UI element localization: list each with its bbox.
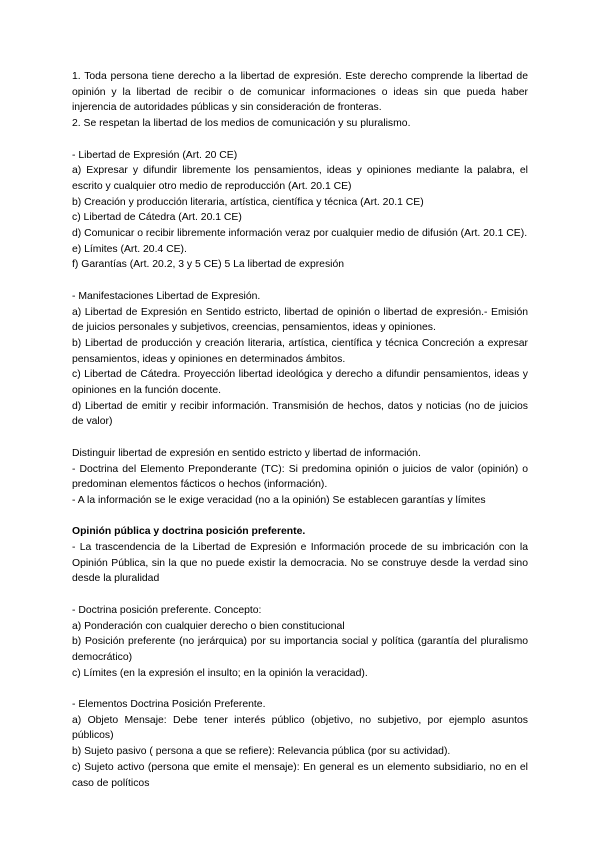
section-heading: Opinión pública y doctrina posición preferente.: [72, 526, 306, 538]
text-line: - A la información se le exige veracidad (no a la opinión) Se establecen garantías y límites: [72, 494, 486, 506]
text-line: b) Sujeto pasivo ( persona a que se refiere): Relevancia pública (por su actividad).: [72, 746, 451, 758]
text-line: - Elementos Doctrina Posición Preferente.: [72, 699, 266, 711]
text-line: b) Posición preferente (no jerárquica) por su importancia social y política (garantía del pluralismo democrático): [72, 636, 528, 663]
text-line: - Manifestaciones Libertad de Expresión.: [72, 290, 261, 302]
text-line: d) Libertad de emitir y recibir información. Transmisión de hechos, datos y noticias (no de juicios de valor): [72, 400, 528, 428]
text-line: - Libertad de Expresión (Art. 20 CE): [72, 149, 238, 161]
paragraph-block-7: [72, 697, 528, 791]
text-line: a) Objeto Mensaje: Debe tener interés público (objetivo, no subjetivo, por ejemplo asuntos públicos): [72, 714, 528, 742]
text-line: - Doctrina posición preferente. Concepto:: [72, 604, 262, 616]
paragraph-block-1: [72, 69, 528, 132]
text-line: - Doctrina del Elemento Preponderante (TC): Si predomina opinión o juicios de valor (opinión) o predominan elementos fácticos o hechos (información).: [72, 463, 528, 491]
text-line: f) Garantías (Art. 20.2, 3 y 5 CE) 5 La libertad de expresión: [72, 259, 345, 271]
text-line: c) Libertad de Cátedra. Proyección libertad ideológica y derecho a difundir pensamientos, ideas y opiniones en la función docente.: [72, 369, 528, 397]
text-line: Distinguir libertad de expresión en sentido estricto y libertad de información.: [72, 447, 421, 459]
text-line: b) Creación y producción literaria, artística, científica y técnica (Art. 20.1 CE): [72, 196, 424, 208]
paragraph-block-5: [72, 524, 528, 587]
text-line: a) Expresar y difundir libremente los pensamientos, ideas y opiniones mediante la palabra, el escrito y cualquier otro medio de reproducción (Art. 20.1 CE): [72, 165, 528, 192]
text-line: b) Libertad de producción y creación literaria, artística, científica y técnica Concreción a expresar pensamientos, ideas y opiniones en determinados ámbitos.: [72, 337, 528, 365]
text-line: - La trascendencia de la Libertad de Expresión e Información procede de su imbricación con la Opinión Pública, sin la que no puede existir la democracia. No se construye desde la verdad sino desde la pluralidad: [72, 542, 528, 585]
text-line: c) Sujeto activo (persona que emite el mensaje): En general es un elemento subsidiario, no en el caso de políticos: [72, 761, 528, 789]
text-line: e) Límites (Art. 20.4 CE).: [72, 243, 187, 255]
text-line: a) Ponderación con cualquier derecho o bien constitucional: [72, 620, 345, 632]
paragraph-block-3: [72, 289, 528, 430]
text-line: 1. Toda persona tiene derecho a la libertad de expresión. Este derecho comprende la libertad de opinión y la libertad de recibir o de comunicar informaciones o ideas sin que pueda haber injerencia de autoridades públicas y sin consideración de fronteras.: [72, 71, 528, 114]
paragraph-block-2: [72, 148, 528, 274]
text-line: c) Libertad de Cátedra (Art. 20.1 CE): [72, 212, 242, 224]
paragraph-block-6: [72, 603, 528, 682]
paragraph-block-4: [72, 446, 528, 509]
document-page: [72, 69, 528, 807]
text-line: 2. Se respetan la libertad de los medios de comunicación y su pluralismo.: [72, 118, 411, 130]
text-line: d) Comunicar o recibir libremente información veraz por cualquier medio de difusión (Art. 20.1 CE).: [72, 228, 528, 240]
text-line: a) Libertad de Expresión en Sentido estricto, libertad de opinión o libertad de expresión.- Emisión de juicios personales y subjetivos, creencias, pensamientos, ideas y opiniones.: [72, 306, 528, 334]
text-line: c) Límites (en la expresión el insulto; en la opinión la veracidad).: [72, 667, 368, 679]
